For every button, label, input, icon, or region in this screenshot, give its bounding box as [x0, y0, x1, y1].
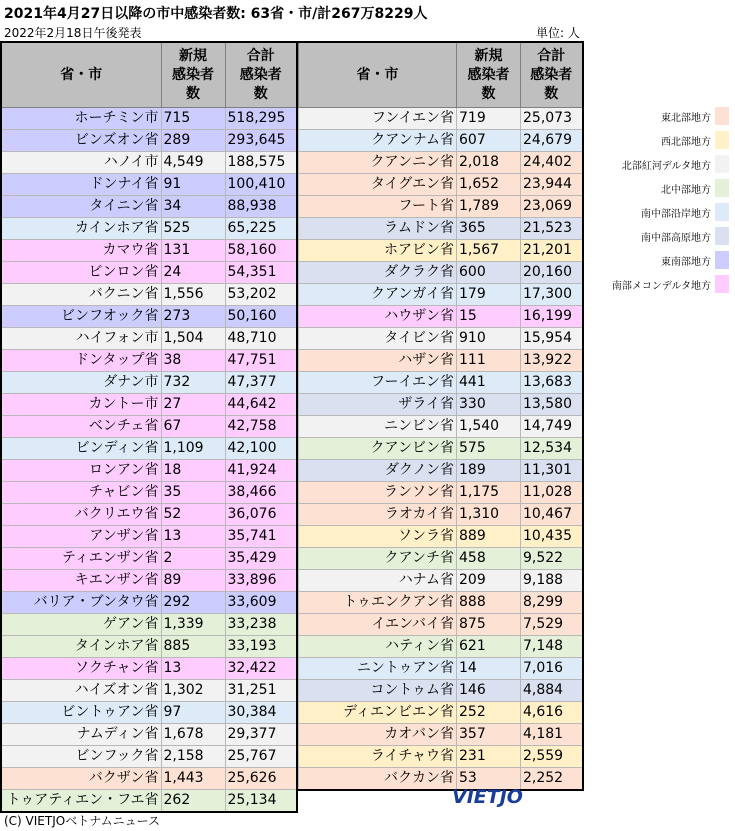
total-cases-value: 23,944	[521, 174, 583, 196]
table-row	[1, 482, 297, 504]
table-row	[1, 372, 297, 394]
province-name: ティエンザン省	[1, 548, 161, 570]
total-cases-value: 25,073	[521, 108, 583, 130]
total-cases-value: 54,351	[225, 262, 297, 284]
new-cases-value: 35	[161, 482, 225, 504]
province-name: カマウ省	[1, 240, 161, 262]
legend-swatch	[715, 275, 729, 293]
table-row	[1, 790, 297, 813]
province-name: ビンフオック省	[1, 306, 161, 328]
new-cases-value: 600	[457, 262, 521, 284]
new-cases-value: 1,789	[457, 196, 521, 218]
province-name: ビンズオン省	[1, 130, 161, 152]
table-row	[1, 130, 297, 152]
table-row	[299, 306, 583, 328]
legend-swatch	[715, 131, 729, 149]
legend-label: 南中部沿岸地方	[641, 208, 711, 220]
right-table-body	[299, 108, 583, 791]
new-cases-value: 1,443	[161, 768, 225, 790]
table-row	[1, 548, 297, 570]
new-cases-value: 1,652	[457, 174, 521, 196]
total-cases-value: 33,896	[225, 570, 297, 592]
new-cases-value: 97	[161, 702, 225, 724]
total-cases-value: 7,148	[521, 636, 583, 658]
table-row	[299, 768, 583, 791]
new-cases-value: 252	[457, 702, 521, 724]
total-cases-value: 9,522	[521, 548, 583, 570]
new-cases-value: 4,549	[161, 152, 225, 174]
table-row	[299, 372, 583, 394]
new-cases-value: 262	[161, 790, 225, 813]
legend-swatch	[715, 107, 729, 125]
total-cases-value: 2,252	[521, 768, 583, 791]
new-cases-value: 189	[457, 460, 521, 482]
total-cases-value: 10,435	[521, 526, 583, 548]
legend-item	[591, 176, 729, 200]
announcement-date: 2022年2月18日午後発表	[4, 26, 142, 40]
new-cases-value: 888	[457, 592, 521, 614]
legend-label: 南中部高原地方	[641, 232, 711, 244]
total-cases-value: 38,466	[225, 482, 297, 504]
province-name: ハノイ市	[1, 152, 161, 174]
total-cases-value: 29,377	[225, 724, 297, 746]
new-cases-value: 34	[161, 196, 225, 218]
province-name: ニントゥアン省	[299, 658, 457, 680]
new-cases-value: 458	[457, 548, 521, 570]
new-cases-value: 67	[161, 416, 225, 438]
province-name: ラムドン省	[299, 218, 457, 240]
table-row	[1, 724, 297, 746]
province-name: イエンバイ省	[299, 614, 457, 636]
total-cases-value: 21,523	[521, 218, 583, 240]
total-cases-value: 13,683	[521, 372, 583, 394]
province-name: クアンビン省	[299, 438, 457, 460]
legend-swatch	[715, 155, 729, 173]
province-name: トゥエンクアン省	[299, 592, 457, 614]
legend-swatch	[715, 179, 729, 197]
new-cases-value: 732	[161, 372, 225, 394]
table-row	[1, 350, 297, 372]
total-cases-value: 30,384	[225, 702, 297, 724]
province-name: カントー市	[1, 394, 161, 416]
total-cases-value: 16,199	[521, 306, 583, 328]
province-name: ドンナイ省	[1, 174, 161, 196]
total-cases-value: 10,467	[521, 504, 583, 526]
table-row	[1, 614, 297, 636]
legend-swatch	[715, 203, 729, 221]
left-cases-table	[0, 41, 298, 813]
province-name: ライチャウ省	[299, 746, 457, 768]
table-row	[299, 218, 583, 240]
total-cases-value: 11,301	[521, 460, 583, 482]
new-cases-value: 525	[161, 218, 225, 240]
province-name: アンザン省	[1, 526, 161, 548]
province-name: バクニン省	[1, 284, 161, 306]
province-name: ナムディン省	[1, 724, 161, 746]
new-cases-value: 289	[161, 130, 225, 152]
table-row	[1, 702, 297, 724]
new-cases-value: 875	[457, 614, 521, 636]
table-row	[1, 306, 297, 328]
table-row	[299, 548, 583, 570]
legend-swatch	[715, 227, 729, 245]
table-row	[299, 152, 583, 174]
province-name: チャビン省	[1, 482, 161, 504]
new-cases-value: 111	[457, 350, 521, 372]
province-name: タイニン省	[1, 196, 161, 218]
table-row	[299, 482, 583, 504]
total-cases-value: 4,181	[521, 724, 583, 746]
legend-item	[591, 128, 729, 152]
province-name: ラオカイ省	[299, 504, 457, 526]
province-name: キエンザン省	[1, 570, 161, 592]
new-cases-value: 209	[457, 570, 521, 592]
province-name: ビンロン省	[1, 262, 161, 284]
province-name: カオバン省	[299, 724, 457, 746]
total-cases-value: 36,076	[225, 504, 297, 526]
new-cases-value: 14	[457, 658, 521, 680]
total-cases-value: 7,529	[521, 614, 583, 636]
legend-item	[591, 200, 729, 224]
legend-label: 南部メコンデルタ地方	[611, 280, 711, 292]
total-cases-value: 35,741	[225, 526, 297, 548]
table-row	[1, 592, 297, 614]
province-name: ゲアン省	[1, 614, 161, 636]
new-cases-value: 885	[161, 636, 225, 658]
province-name: ニンビン省	[299, 416, 457, 438]
new-cases-value: 91	[161, 174, 225, 196]
table-row	[299, 130, 583, 152]
new-cases-value: 715	[161, 108, 225, 130]
total-cases-value: 100,410	[225, 174, 297, 196]
total-cases-value: 7,016	[521, 658, 583, 680]
table-row	[299, 196, 583, 218]
new-cases-value: 292	[161, 592, 225, 614]
total-cases-value: 21,201	[521, 240, 583, 262]
table-row	[1, 328, 297, 350]
province-name: ディエンビエン省	[299, 702, 457, 724]
province-name: ベンチェ省	[1, 416, 161, 438]
province-name: バクザン省	[1, 768, 161, 790]
province-name: クアンガイ省	[299, 284, 457, 306]
province-name: ホアビン省	[299, 240, 457, 262]
new-cases-value: 1,504	[161, 328, 225, 350]
province-name: ハティン省	[299, 636, 457, 658]
legend-label: 西北部地方	[661, 136, 711, 148]
table-row	[299, 614, 583, 636]
total-cases-value: 53,202	[225, 284, 297, 306]
new-cases-value: 131	[161, 240, 225, 262]
table-row	[1, 218, 297, 240]
new-cases-value: 273	[161, 306, 225, 328]
total-cases-value: 2,559	[521, 746, 583, 768]
table-row	[299, 240, 583, 262]
total-cases-value: 8,299	[521, 592, 583, 614]
province-name: ソクチャン省	[1, 658, 161, 680]
new-cases-value: 365	[457, 218, 521, 240]
legend-label: 東北部地方	[661, 112, 711, 124]
table-row	[299, 394, 583, 416]
province-name: タイビン省	[299, 328, 457, 350]
new-cases-value: 1,109	[161, 438, 225, 460]
table-row	[1, 174, 297, 196]
table-row	[1, 680, 297, 702]
total-cases-value: 32,422	[225, 658, 297, 680]
table-row	[1, 570, 297, 592]
total-cases-header: 合計 感染者 数	[225, 42, 297, 108]
total-cases-value: 12,534	[521, 438, 583, 460]
legend-item	[591, 248, 729, 272]
new-cases-value: 1,556	[161, 284, 225, 306]
table-row	[299, 570, 583, 592]
legend-swatch	[715, 251, 729, 269]
new-cases-value: 15	[457, 306, 521, 328]
legend-item	[591, 224, 729, 248]
table-row	[299, 702, 583, 724]
new-cases-value: 889	[457, 526, 521, 548]
total-cases-value: 9,188	[521, 570, 583, 592]
total-cases-value: 14,749	[521, 416, 583, 438]
table-row	[299, 416, 583, 438]
new-cases-value: 53	[457, 768, 521, 791]
province-name: カインホア省	[1, 218, 161, 240]
table-row	[299, 526, 583, 548]
table-row	[299, 724, 583, 746]
new-cases-value: 607	[457, 130, 521, 152]
table-row	[299, 350, 583, 372]
total-cases-value: 4,616	[521, 702, 583, 724]
new-cases-value: 1,567	[457, 240, 521, 262]
legend-label: 北中部地方	[661, 184, 711, 196]
total-cases-value: 23,069	[521, 196, 583, 218]
new-cases-value: 1,175	[457, 482, 521, 504]
table-row	[299, 284, 583, 306]
table-row	[1, 394, 297, 416]
new-cases-value: 13	[161, 658, 225, 680]
new-cases-value: 2,158	[161, 746, 225, 768]
new-cases-header: 新規 感染者 数	[161, 42, 225, 108]
table-row	[1, 196, 297, 218]
province-name: タインホア省	[1, 636, 161, 658]
total-cases-value: 13,580	[521, 394, 583, 416]
total-cases-value: 48,710	[225, 328, 297, 350]
table-row	[1, 108, 297, 130]
new-cases-header: 新規 感染者 数	[457, 42, 521, 108]
province-name: ロンアン省	[1, 460, 161, 482]
table-row	[299, 460, 583, 482]
legend-item	[591, 152, 729, 176]
new-cases-value: 89	[161, 570, 225, 592]
new-cases-value: 1,678	[161, 724, 225, 746]
total-cases-value: 25,767	[225, 746, 297, 768]
right-cases-table	[298, 41, 584, 791]
table-row	[1, 240, 297, 262]
table-row	[299, 658, 583, 680]
province-name: ハイフォン市	[1, 328, 161, 350]
province-name: ダクノン省	[299, 460, 457, 482]
legend-label: 北部紅河デルタ地方	[621, 160, 711, 172]
new-cases-value: 146	[457, 680, 521, 702]
province-name: フーイエン省	[299, 372, 457, 394]
province-name: ホーチミン市	[1, 108, 161, 130]
total-cases-value: 15,954	[521, 328, 583, 350]
legend-item	[591, 272, 729, 296]
province-name: ダナン市	[1, 372, 161, 394]
table-row	[1, 460, 297, 482]
total-cases-value: 31,251	[225, 680, 297, 702]
table-row	[1, 504, 297, 526]
total-cases-value: 25,626	[225, 768, 297, 790]
new-cases-value: 2	[161, 548, 225, 570]
new-cases-value: 719	[457, 108, 521, 130]
legend-label: 東南部地方	[661, 256, 711, 268]
province-name: ハザン省	[299, 350, 457, 372]
table-row	[299, 746, 583, 768]
total-cases-value: 88,938	[225, 196, 297, 218]
copyright-notice: (C) VIETJOベトナムニュース	[4, 814, 161, 828]
province-name: ランソン省	[299, 482, 457, 504]
table-row	[299, 680, 583, 702]
table-row	[1, 152, 297, 174]
table-row	[1, 768, 297, 790]
new-cases-value: 231	[457, 746, 521, 768]
province-name: ザライ省	[299, 394, 457, 416]
table-row	[299, 108, 583, 130]
new-cases-value: 330	[457, 394, 521, 416]
new-cases-value: 910	[457, 328, 521, 350]
total-cases-value: 17,300	[521, 284, 583, 306]
table-row	[1, 526, 297, 548]
province-name: トゥアティエン・フエ省	[1, 790, 161, 813]
new-cases-value: 575	[457, 438, 521, 460]
table-row	[1, 658, 297, 680]
province-name: クアンニン省	[299, 152, 457, 174]
page-title: 2021年4月27日以降の市中感染者数: 63省・市/計267万8229人	[4, 6, 428, 22]
total-cases-value: 25,134	[225, 790, 297, 813]
left-table-body	[1, 108, 297, 813]
table-row	[299, 438, 583, 460]
province-name: ハナム省	[299, 570, 457, 592]
unit-label: 単位: 人	[536, 26, 580, 40]
table-row	[299, 504, 583, 526]
total-cases-value: 293,645	[225, 130, 297, 152]
table-row	[299, 328, 583, 350]
province-name: ダクラク省	[299, 262, 457, 284]
new-cases-value: 441	[457, 372, 521, 394]
new-cases-value: 38	[161, 350, 225, 372]
province-name: コントゥム省	[299, 680, 457, 702]
new-cases-value: 52	[161, 504, 225, 526]
table-row	[1, 438, 297, 460]
total-cases-value: 33,609	[225, 592, 297, 614]
province-name: ハイズオン省	[1, 680, 161, 702]
province-name: フート省	[299, 196, 457, 218]
province-name: クアンチ省	[299, 548, 457, 570]
new-cases-value: 1,339	[161, 614, 225, 636]
total-cases-value: 65,225	[225, 218, 297, 240]
table-row	[299, 262, 583, 284]
new-cases-value: 27	[161, 394, 225, 416]
new-cases-value: 621	[457, 636, 521, 658]
table-row	[1, 262, 297, 284]
table-row	[1, 284, 297, 306]
province-name: ビンフック省	[1, 746, 161, 768]
province-name: ビンディン省	[1, 438, 161, 460]
total-cases-value: 13,922	[521, 350, 583, 372]
table-row	[299, 174, 583, 196]
province-name: ビントゥアン省	[1, 702, 161, 724]
new-cases-value: 24	[161, 262, 225, 284]
table-row	[1, 746, 297, 768]
total-cases-value: 11,028	[521, 482, 583, 504]
new-cases-value: 179	[457, 284, 521, 306]
total-cases-value: 4,884	[521, 680, 583, 702]
total-cases-value: 24,402	[521, 152, 583, 174]
new-cases-value: 13	[161, 526, 225, 548]
total-cases-value: 20,160	[521, 262, 583, 284]
total-cases-value: 518,295	[225, 108, 297, 130]
new-cases-value: 1,540	[457, 416, 521, 438]
new-cases-value: 18	[161, 460, 225, 482]
total-cases-value: 44,642	[225, 394, 297, 416]
table-row	[1, 636, 297, 658]
province-name: クアンナム省	[299, 130, 457, 152]
province-header: 省・市	[1, 42, 161, 108]
total-cases-value: 42,758	[225, 416, 297, 438]
new-cases-value: 2,018	[457, 152, 521, 174]
new-cases-value: 1,310	[457, 504, 521, 526]
table-row	[299, 636, 583, 658]
region-legend	[591, 104, 729, 296]
total-cases-value: 42,100	[225, 438, 297, 460]
province-name: タイグエン省	[299, 174, 457, 196]
total-cases-value: 47,377	[225, 372, 297, 394]
total-cases-value: 58,160	[225, 240, 297, 262]
total-cases-value: 188,575	[225, 152, 297, 174]
total-cases-value: 47,751	[225, 350, 297, 372]
province-header: 省・市	[299, 42, 457, 108]
new-cases-value: 357	[457, 724, 521, 746]
province-name: バリア・ブンタウ省	[1, 592, 161, 614]
table-row	[299, 592, 583, 614]
total-cases-header: 合計 感染者 数	[521, 42, 583, 108]
province-name: ハウザン省	[299, 306, 457, 328]
total-cases-value: 35,429	[225, 548, 297, 570]
total-cases-value: 33,238	[225, 614, 297, 636]
province-name: バクカン省	[299, 768, 457, 791]
table-row	[1, 416, 297, 438]
legend-item	[591, 104, 729, 128]
vietjo-logo: VIETJO	[452, 786, 523, 808]
total-cases-value: 41,924	[225, 460, 297, 482]
total-cases-value: 50,160	[225, 306, 297, 328]
province-name: ソンラ省	[299, 526, 457, 548]
province-name: フンイエン省	[299, 108, 457, 130]
province-name: バクリエウ省	[1, 504, 161, 526]
province-name: ドンタップ省	[1, 350, 161, 372]
total-cases-value: 33,193	[225, 636, 297, 658]
total-cases-value: 24,679	[521, 130, 583, 152]
new-cases-value: 1,302	[161, 680, 225, 702]
